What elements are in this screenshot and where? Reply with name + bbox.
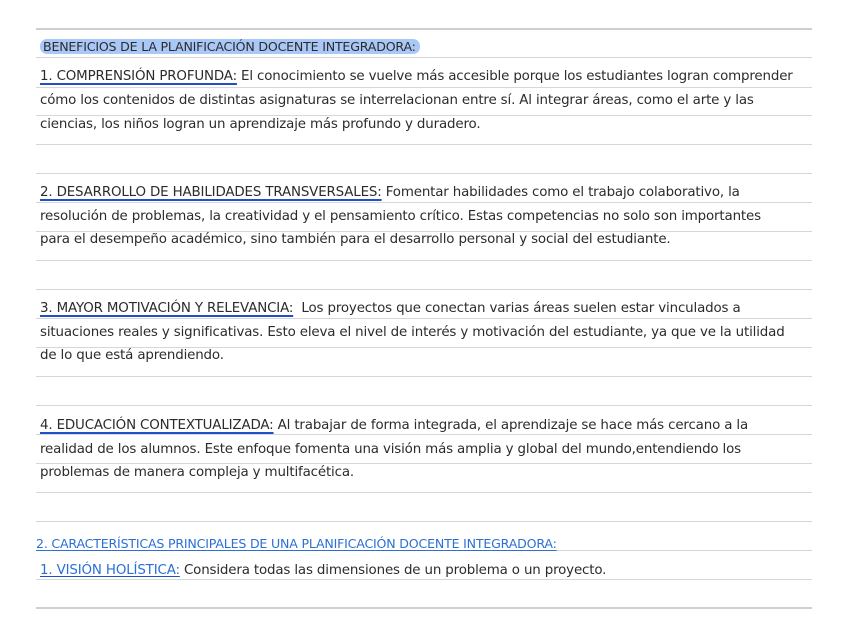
ruled-line xyxy=(36,492,812,493)
section-subtitle: 2. CARACTERÍSTICAS PRINCIPALES DE UNA PLANIFICACIÓN DOCENTE INTEGRADORA: xyxy=(36,536,557,551)
section-4-line-1 xyxy=(40,417,810,435)
ruled-line xyxy=(36,173,812,174)
section-1-line-1 xyxy=(40,68,810,86)
page-title-row xyxy=(40,38,810,56)
ruled-line xyxy=(36,289,812,290)
section-4-text: Al trabajar de forma integrada, el aprendizaje se hace más cercano a la xyxy=(273,418,749,433)
ruled-line xyxy=(36,260,812,261)
section-2-line-3: para el desempeño académico, sino también para el desarrollo personal y social del estudiante. xyxy=(40,232,671,247)
feature-text: Considera todas las dimensiones de un problema o un proyecto. xyxy=(179,563,607,578)
section-4-line-2: realidad de los alumnos. Este enfoque fomenta una visión más amplia y global del mundo,entendiendo los xyxy=(40,442,742,457)
ruled-line xyxy=(36,521,812,522)
ruled-line xyxy=(36,57,812,58)
notes-page xyxy=(36,0,812,636)
section-2-text: Fomentar habilidades como el trabajo colaborativo, la xyxy=(381,185,740,200)
ruled-line xyxy=(36,405,812,406)
feature-heading: 1. VISIÓN HOLÍSTICA: xyxy=(40,563,180,578)
section-3-line-2: situaciones reales y significativas. Esto eleva el nivel de interés y motivación del estudiante, ya que ve la utilidad xyxy=(40,325,785,340)
ruled-line xyxy=(36,87,812,88)
ruled-line xyxy=(36,376,812,377)
section-3-line-3: de lo que está aprendiendo. xyxy=(40,348,224,363)
feature-line xyxy=(40,562,810,580)
ruled-line xyxy=(36,28,812,30)
ruled-line xyxy=(36,607,812,609)
page-title: BENEFICIOS DE LA PLANIFICACIÓN DOCENTE INTEGRADORA: xyxy=(40,39,420,54)
section-2-heading: 2. DESARROLLO DE HABILIDADES TRANSVERSALES: xyxy=(40,185,382,200)
section-1-line-3: ciencias, los niños logran un aprendizaje más profundo y duradero. xyxy=(40,117,481,132)
section-4-line-3: problemas de manera compleja y multifacética. xyxy=(40,465,354,480)
section-2-line-1 xyxy=(40,184,810,202)
ruled-line xyxy=(36,202,812,203)
section-3-text: Los proyectos que conectan varias áreas suelen estar vinculados a xyxy=(293,301,741,316)
section-4-heading: 4. EDUCACIÓN CONTEXTUALIZADA: xyxy=(40,418,274,433)
ruled-line xyxy=(36,318,812,319)
subtitle-row xyxy=(36,535,806,553)
ruled-line xyxy=(36,144,812,145)
section-3-line-1 xyxy=(40,300,810,318)
section-1-line-2: cómo los contenidos de distintas asignaturas se interrelacionan entre sí. Al integrar áreas, como el arte y las xyxy=(40,93,754,108)
section-3-heading: 3. MAYOR MOTIVACIÓN Y RELEVANCIA: xyxy=(40,301,294,316)
section-2-line-2: resolución de problemas, la creatividad y el pensamiento crítico. Estas competencias no solo son importantes xyxy=(40,209,761,224)
section-1-heading: 1. COMPRENSIÓN PROFUNDA: xyxy=(40,69,237,84)
section-1-text: El conocimiento se vuelve más accesible porque los estudiantes logran comprender xyxy=(236,69,793,84)
